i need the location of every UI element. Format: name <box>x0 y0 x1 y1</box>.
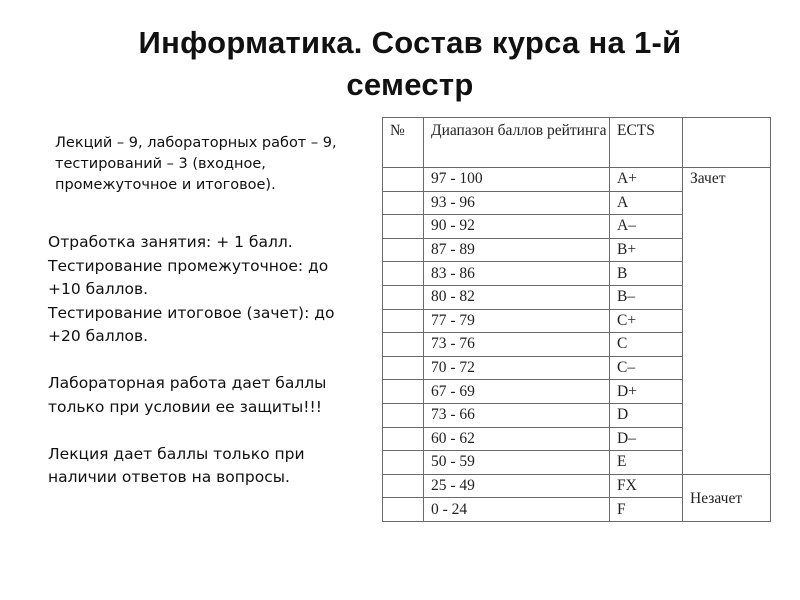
cell-number <box>383 215 424 239</box>
cell-ects: E <box>610 451 683 475</box>
header-number: № <box>383 118 424 168</box>
course-info: Лекций – 9, лабораторных работ – 9, тестирований – 3 (входное, промежуточное и итоговое). <box>55 135 337 193</box>
cell-number <box>383 238 424 262</box>
cell-ects: C– <box>610 356 683 380</box>
cell-range: 93 - 96 <box>424 191 610 215</box>
cell-number <box>383 356 424 380</box>
cell-ects: A <box>610 191 683 215</box>
cell-ects: D <box>610 403 683 427</box>
cell-ects: A+ <box>610 168 683 192</box>
cell-result-pass: Зачет <box>683 168 771 475</box>
grade-table <box>382 117 771 522</box>
cell-ects: D+ <box>610 380 683 404</box>
cell-number <box>383 285 424 309</box>
header-ects: ECTS <box>610 118 683 168</box>
spacer <box>48 419 358 443</box>
header-result <box>683 118 771 168</box>
cell-range: 25 - 49 <box>424 474 610 498</box>
cell-ects: B+ <box>610 238 683 262</box>
cell-ects: B <box>610 262 683 286</box>
cell-ects: D– <box>610 427 683 451</box>
page-title <box>60 22 760 106</box>
cell-range: 77 - 79 <box>424 309 610 333</box>
cell-ects: C+ <box>610 309 683 333</box>
cell-range: 67 - 69 <box>424 380 610 404</box>
cell-range: 90 - 92 <box>424 215 610 239</box>
cell-range: 83 - 86 <box>424 262 610 286</box>
cell-range: 70 - 72 <box>424 356 610 380</box>
rule-midterm-test: Тестирование промежуточное: до +10 баллов. <box>48 256 329 298</box>
cell-number <box>383 168 424 192</box>
cell-ects: F <box>610 498 683 522</box>
cell-number <box>383 403 424 427</box>
header-range: Диапазон баллов рейтинга <box>424 118 610 168</box>
page-title-line-2: семестр <box>346 67 474 102</box>
cell-range: 50 - 59 <box>424 451 610 475</box>
cell-ects: A– <box>610 215 683 239</box>
cell-range: 60 - 62 <box>424 427 610 451</box>
cell-ects: FX <box>610 474 683 498</box>
cell-number <box>383 451 424 475</box>
scoring-rules <box>48 231 358 490</box>
table-row <box>383 168 771 192</box>
spacer <box>48 349 358 373</box>
cell-number <box>383 191 424 215</box>
table-row <box>383 474 771 498</box>
cell-range: 73 - 76 <box>424 333 610 357</box>
page-title-line-1: Информатика. Состав курса на 1-й <box>138 25 682 60</box>
cell-range: 0 - 24 <box>424 498 610 522</box>
cell-ects: B– <box>610 285 683 309</box>
table-header-row <box>383 118 771 168</box>
rule-makeup: Отработка занятия: + 1 балл. <box>48 233 293 251</box>
cell-range: 73 - 66 <box>424 403 610 427</box>
cell-range: 97 - 100 <box>424 168 610 192</box>
cell-result-fail: Незачет <box>683 474 771 521</box>
rule-lecture: Лекция дает баллы только при наличии ответов на вопросы. <box>48 444 305 486</box>
cell-number <box>383 380 424 404</box>
cell-number <box>383 309 424 333</box>
cell-range: 80 - 82 <box>424 285 610 309</box>
cell-number <box>383 498 424 522</box>
cell-number <box>383 262 424 286</box>
rule-lab: Лабораторная работа дает баллы только при условии ее защиты!!! <box>48 374 327 416</box>
cell-range: 87 - 89 <box>424 238 610 262</box>
cell-ects: C <box>610 333 683 357</box>
cell-number <box>383 333 424 357</box>
cell-number <box>383 427 424 451</box>
rule-final-test: Тестирование итоговое (зачет): до +20 баллов. <box>48 303 335 345</box>
cell-number <box>383 474 424 498</box>
